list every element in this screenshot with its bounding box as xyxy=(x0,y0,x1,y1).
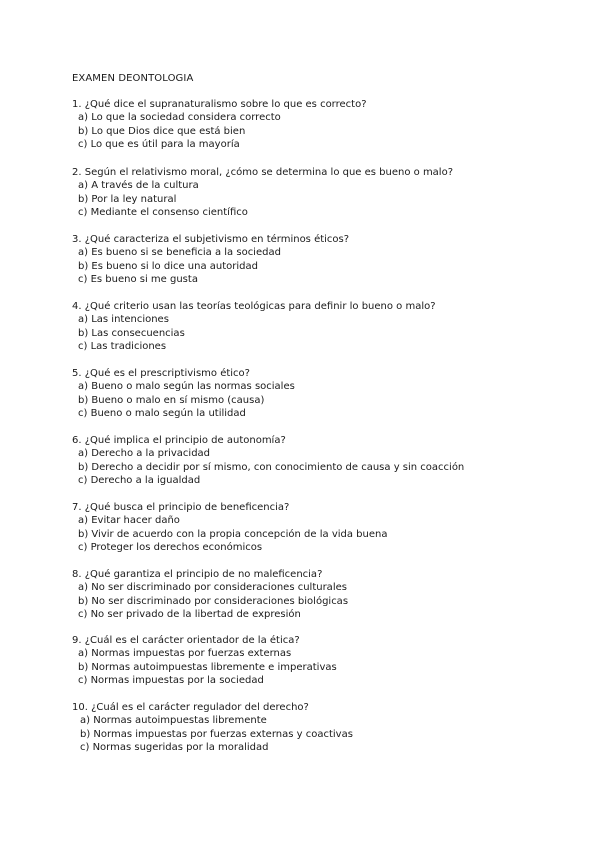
question-5 xyxy=(72,367,572,421)
option-a: a) Bueno o malo según las normas sociales xyxy=(78,381,295,393)
option-a: a) Es bueno si se beneficia a la sociedad xyxy=(78,247,281,259)
option-c: c) Normas impuestas por la sociedad xyxy=(78,675,264,687)
option-a: a) Normas impuestas por fuerzas externas xyxy=(78,648,292,660)
question-text: 8. ¿Qué garantiza el principio de no maleficencia? xyxy=(72,569,323,580)
question-text: 4. ¿Qué criterio usan las teorías teológicas para definir lo bueno o malo? xyxy=(72,301,436,312)
option-b: b) Es bueno si lo dice una autoridad xyxy=(78,260,259,272)
question-text: 6. ¿Qué implica el principio de autonomía? xyxy=(72,435,286,446)
option-a: a) Evitar hacer daño xyxy=(78,515,180,527)
option-c: c) Bueno o malo según la utilidad xyxy=(78,408,246,420)
question-7 xyxy=(72,501,572,555)
option-b: b) Lo que Dios dice que está bien xyxy=(78,125,246,137)
question-2 xyxy=(72,166,572,220)
question-text: 9. ¿Cuál es el carácter orientador de la ética? xyxy=(72,635,300,646)
question-1 xyxy=(72,98,572,152)
option-c: c) Lo que es útil para la mayoría xyxy=(78,139,240,151)
option-a: a) No ser discriminado por consideraciones culturales xyxy=(78,582,347,594)
option-c: c) Proteger los derechos económicos xyxy=(78,542,263,554)
option-c: c) Mediante el consenso científico xyxy=(78,207,248,219)
option-a: a) Las intenciones xyxy=(78,314,169,326)
question-10 xyxy=(72,701,572,755)
question-text: 7. ¿Qué busca el principio de beneficencia? xyxy=(72,502,290,513)
option-b: b) Normas autoimpuestas libremente e imperativas xyxy=(78,661,337,673)
option-c: c) Las tradiciones xyxy=(78,341,167,353)
option-b: b) Derecho a decidir por sí mismo, con conocimiento de causa y sin coacción xyxy=(78,461,465,473)
option-b: b) No ser discriminado por consideraciones biológicas xyxy=(78,595,349,607)
option-a: a) A través de la cultura xyxy=(78,180,199,192)
option-c: c) Derecho a la igualdad xyxy=(78,475,201,487)
option-b: b) Bueno o malo en sí mismo (causa) xyxy=(78,394,265,406)
question-6 xyxy=(72,434,572,488)
question-text: 3. ¿Qué caracteriza el subjetivismo en términos éticos? xyxy=(72,234,350,245)
question-8 xyxy=(72,568,572,622)
option-a: a) Derecho a la privacidad xyxy=(78,448,211,460)
option-b: b) Por la ley natural xyxy=(78,193,177,205)
question-text: 2. Según el relativismo moral, ¿cómo se determina lo que es bueno o malo? xyxy=(72,167,454,178)
option-b: b) Las consecuencias xyxy=(78,327,185,339)
option-c: c) No ser privado de la libertad de expresión xyxy=(78,609,301,621)
exam-title: EXAMEN DEONTOLOGIA xyxy=(72,73,194,84)
question-4 xyxy=(72,300,572,354)
option-a: a) Normas autoimpuestas libremente xyxy=(80,715,267,727)
option-b: b) Normas impuestas por fuerzas externas y coactivas xyxy=(80,728,353,740)
option-b: b) Vivir de acuerdo con la propia concepción de la vida buena xyxy=(78,528,388,540)
question-text: 10. ¿Cuál es el carácter regulador del derecho? xyxy=(72,702,309,713)
option-a: a) Lo que la sociedad considera correcto xyxy=(78,112,281,124)
question-9 xyxy=(72,634,572,688)
question-text: 1. ¿Qué dice el supranaturalismo sobre lo que es correcto? xyxy=(72,99,367,110)
option-c: c) Normas sugeridas por la moralidad xyxy=(80,742,269,754)
question-3 xyxy=(72,233,572,287)
option-c: c) Es bueno si me gusta xyxy=(78,274,198,286)
question-text: 5. ¿Qué es el prescriptivismo ético? xyxy=(72,368,250,379)
